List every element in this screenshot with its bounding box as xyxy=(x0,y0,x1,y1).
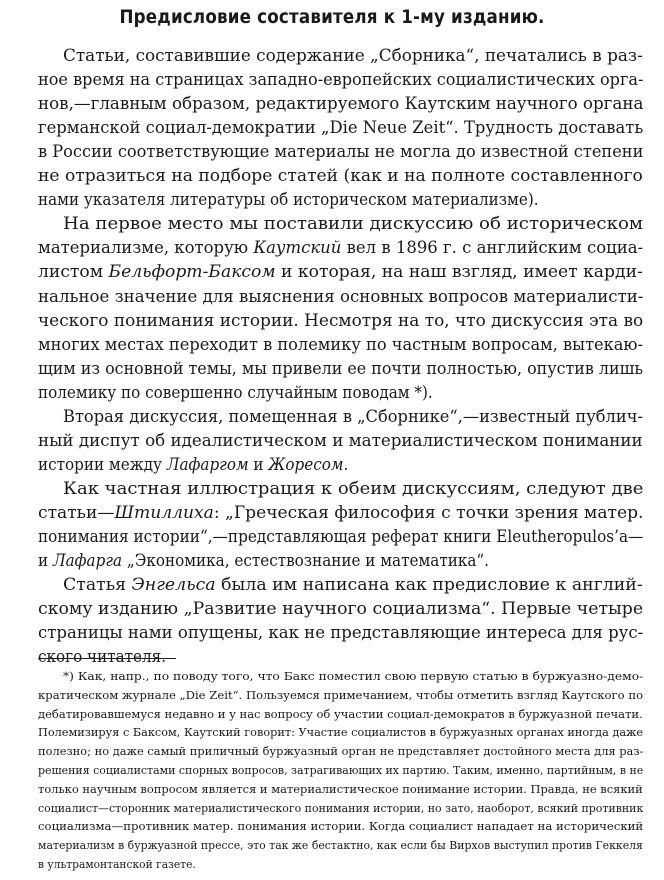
body-text-run: вел в 1896 г. с английским социа- xyxy=(341,238,644,258)
footnote-line: материализм в буржуазной прессе, это так же бестактно, как если бы Вирхов выступил против Геккеля xyxy=(38,838,643,853)
italic-name: Лафаргом xyxy=(166,454,249,474)
body-text-run: и xyxy=(248,454,269,474)
body-text-run: материализме, которую xyxy=(38,238,254,258)
italic-name: Энгельса xyxy=(131,575,216,595)
italic-name: Штиллиха xyxy=(114,502,214,522)
body-text-run: в России соответствующие материалы не могла до известной степени xyxy=(38,142,644,162)
body-line xyxy=(38,549,489,573)
body-text-run: истории между xyxy=(38,454,167,474)
body-text-run: Вторая дискуссия, помещенная в „Сборнике“,—известный публич- xyxy=(63,406,643,426)
body-line xyxy=(38,501,643,525)
body-text-run: ческого понимания истории. Несмотря на то, что дискуссия эта во xyxy=(38,310,644,330)
body-text-run: не отразиться на подборе статей (как и на полноте составленного xyxy=(38,166,643,186)
body-text-run: „Экономика, естествознание и математика“. xyxy=(122,551,489,571)
body-text-run: Как частная иллюстрация к обеим дискуссиям, следуют две xyxy=(63,478,644,498)
italic-name: Каутский xyxy=(253,238,342,258)
footnote-line: дебатировавшемуся недавно и у нас вопросу об участии социал-демократов в буржуазной печати. xyxy=(38,706,643,721)
body-text-run: Статья xyxy=(63,575,132,595)
italic-name: Жоресом xyxy=(268,454,344,474)
body-line xyxy=(63,573,643,597)
body-line xyxy=(38,236,643,260)
body-text-run: нов,—главным образом, редактируемого Каутским научного органа xyxy=(38,94,644,114)
footnote-line: решения социалистами спорных вопросов, затрагивающих их партию. Таким, именно, партийным, в не xyxy=(38,763,644,777)
body-text-run: нальное значение для выяснения основных вопросов материалисти- xyxy=(38,286,644,306)
body-line xyxy=(38,188,539,212)
body-line xyxy=(63,477,643,501)
italic-name: Лафарга xyxy=(52,551,123,571)
body-line xyxy=(38,309,643,333)
body-text-run: статьи— xyxy=(38,502,115,522)
body-text-run: : „Греческая философия с точки зрения матер. xyxy=(213,502,644,522)
body-text-run: щим из основной темы, мы привели ее почти полностью, опустив лишь xyxy=(38,358,643,378)
body-text-run: полемику по совершенно случайным поводам *). xyxy=(38,382,433,402)
body-line xyxy=(38,92,643,116)
footnote-separator xyxy=(38,658,176,659)
body-text-run: листом xyxy=(38,262,109,282)
body-line xyxy=(38,68,643,92)
body-line xyxy=(38,164,643,188)
body-line xyxy=(38,597,643,621)
body-text-run: нами указателя литературы об историческом материализме). xyxy=(38,190,539,210)
body-line xyxy=(38,453,348,477)
body-text-run: . xyxy=(343,454,349,474)
body-line xyxy=(38,116,643,140)
body-text-run: ского читателя. xyxy=(38,647,167,667)
body-text-run: германской социал-демократии „Die Neue Zeit“. Трудность доставать xyxy=(38,118,644,138)
body-text-run: понимания истории“,—представляющая реферат книги Eleutheropulos’а— xyxy=(38,527,644,546)
body-line xyxy=(38,285,643,309)
body-line xyxy=(63,405,643,429)
body-line xyxy=(38,621,643,645)
body-text-run: и которая, на наш взгляд, имеет карди- xyxy=(275,262,643,282)
body-line xyxy=(38,357,643,381)
footnote-line: полезно; но даже самый приличный буржуазный орган не представляет достойного места для раз- xyxy=(38,744,644,759)
body-line xyxy=(38,429,643,453)
body-text-run: страницы нами опущены, как не представляющие интереса для рус- xyxy=(38,623,644,643)
footnote-line: в ультрамонтанской газете. xyxy=(38,857,196,871)
footnote-line: только научным вопросом является и материалистическое понимание истории. Правда, не всякий xyxy=(38,781,643,796)
body-text-run: скому изданию „Развитие научного социализма“. Первые четыре xyxy=(38,599,644,619)
body-text-run: ный диспут об идеалистическом и материалистическом понимании xyxy=(38,430,643,450)
body-line xyxy=(63,212,643,236)
body-line xyxy=(38,333,643,357)
body-line xyxy=(63,44,643,68)
footnote-line: Полемизируя с Баксом, Каутский говорит: Участие социалистов в буржуазных органах иногда даже xyxy=(38,725,644,740)
footnote-line: кратическом журнале „Die Zeit“. Пользуемся примечанием, чтобы отметить взгляд Каутского по xyxy=(38,687,644,702)
body-line xyxy=(38,525,643,549)
body-text-run: и xyxy=(38,551,53,571)
body-text-run: была им написана как предисловие к англий- xyxy=(215,575,643,595)
body-line xyxy=(38,260,643,284)
body-text-run: На первое место мы поставили дискуссию об историческом xyxy=(63,214,644,234)
footnote-line: *) Как, напр., по поводу того, что Бакс поместил свою первую статью в буржуазно-демо- xyxy=(63,669,644,683)
page-title: Предисловие составителя к 1-му изданию. xyxy=(119,6,545,28)
body-text-run: многих местах переходит в полемику по частным вопросам, вытекаю- xyxy=(38,334,644,354)
body-line xyxy=(38,140,643,164)
body-line xyxy=(38,381,433,405)
footnote-line: социалист—сторонник материалистического понимания истории, но зато, наоборот, всякий противник xyxy=(38,800,644,815)
body-text-run: ное время на страницах западно-европейских социалистических орга- xyxy=(38,70,644,90)
footnote-line: социализма—противник матер. понимания истории. Когда социалист нападает на исторический xyxy=(38,819,644,834)
body-text-run: Статьи, составившие содержание „Сборника“, печатались в раз- xyxy=(63,46,643,65)
italic-name: Бельфорт-Баксом xyxy=(108,262,276,282)
